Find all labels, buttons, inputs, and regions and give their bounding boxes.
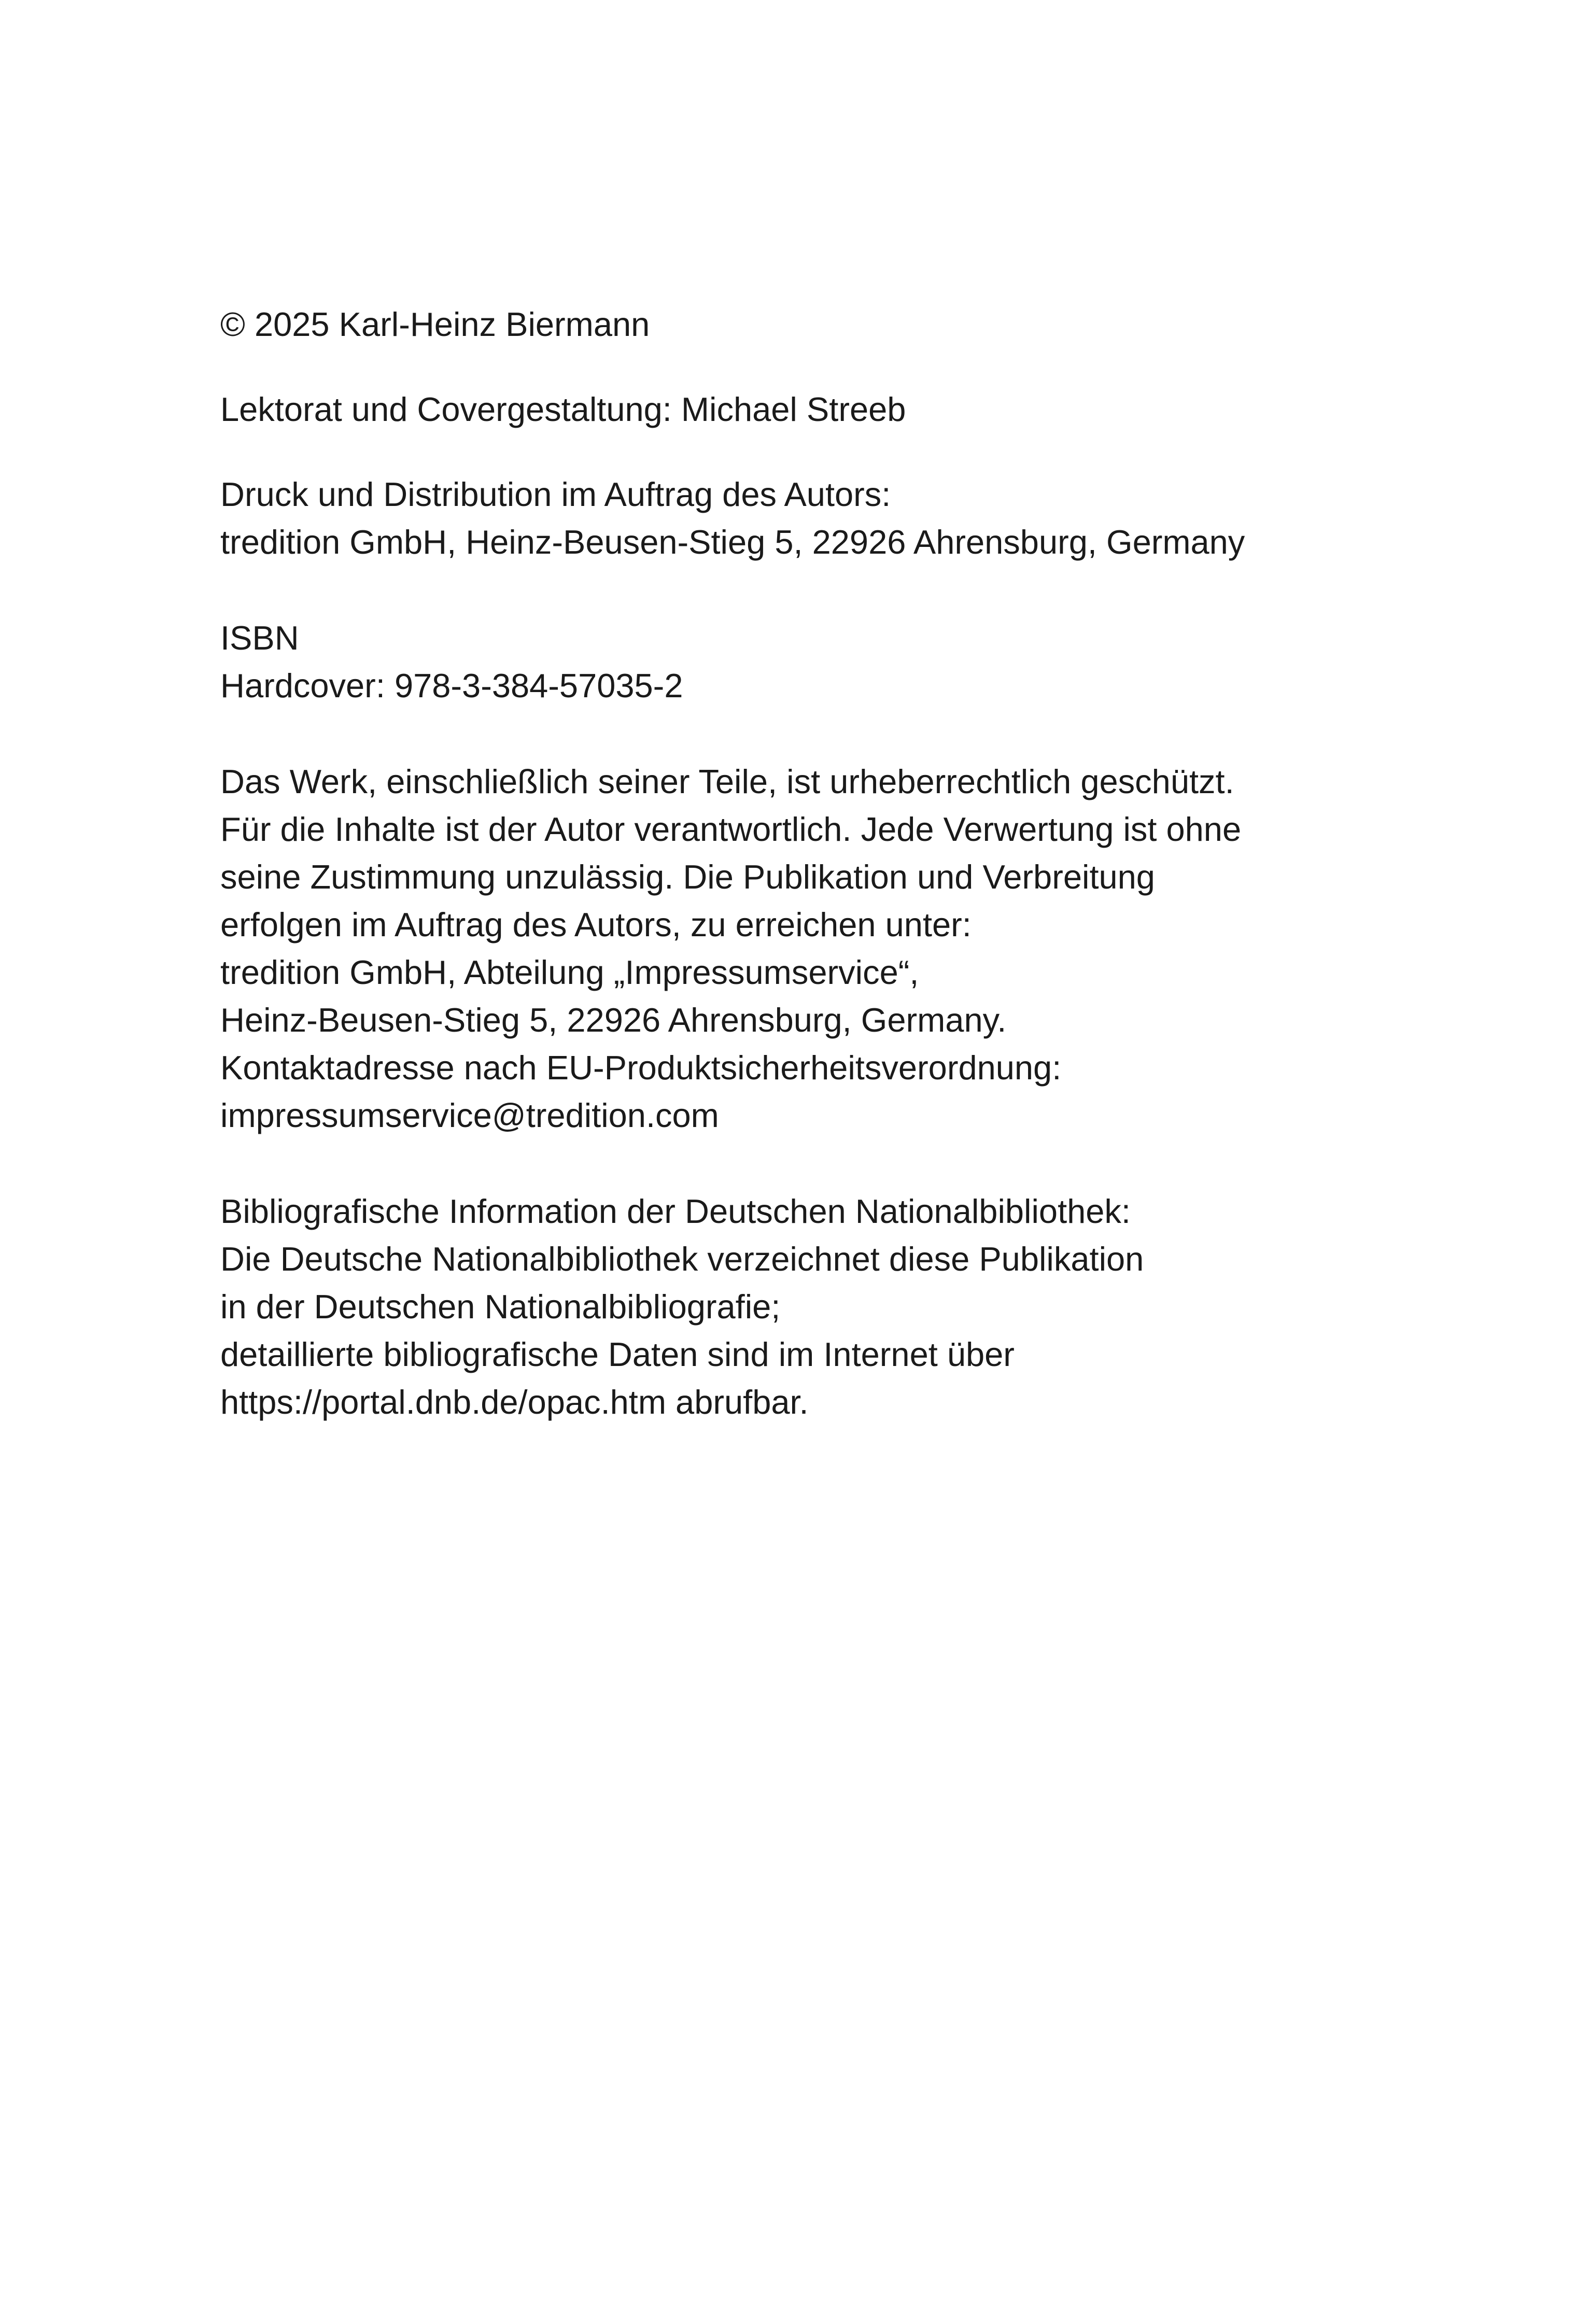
rights-line: tredition GmbH, Abteilung „Impressumservice“, bbox=[220, 953, 919, 991]
bibliography-line: in der Deutschen Nationalbibliografie; bbox=[220, 1288, 781, 1326]
bibliography-line: Die Deutsche Nationalbibliothek verzeichnet diese Publikation bbox=[220, 1240, 1144, 1278]
isbn-hardcover: Hardcover: 978-3-384-57035-2 bbox=[220, 667, 683, 705]
imprint-text bbox=[220, 301, 1413, 1426]
rights-line: seine Zustimmung unzulässig. Die Publikation und Verbreitung bbox=[220, 858, 1155, 896]
printing-line-1: Druck und Distribution im Auftrag des Autors: bbox=[220, 475, 891, 513]
isbn-label: ISBN bbox=[220, 619, 299, 657]
rights-line: Das Werk, einschließlich seiner Teile, ist urheberrechtlich geschützt. bbox=[220, 763, 1234, 800]
rights-line: Für die Inhalte ist der Autor verantwortlich. Jede Verwertung ist ohne bbox=[220, 810, 1242, 848]
dnb-url-line: https://portal.dnb.de/opac.htm abrufbar. bbox=[220, 1383, 809, 1421]
rights-line: Heinz-Beusen-Stieg 5, 22926 Ahrensburg, Germany. bbox=[220, 1001, 1007, 1039]
contact-email: impressumservice@tredition.com bbox=[220, 1096, 719, 1134]
isbn-block bbox=[220, 614, 1413, 710]
copyright-line: © 2025 Karl-Heinz Biermann bbox=[220, 305, 650, 343]
printing-block bbox=[220, 471, 1413, 566]
bibliography-block bbox=[220, 1188, 1413, 1426]
bibliography-line: detaillierte bibliografische Daten sind im Internet über bbox=[220, 1335, 1015, 1373]
rights-line: erfolgen im Auftrag des Autors, zu erreichen unter: bbox=[220, 906, 972, 943]
bibliography-line: Bibliografische Information der Deutschen Nationalbibliothek: bbox=[220, 1192, 1131, 1230]
rights-block bbox=[220, 758, 1413, 1139]
editing-credit: Lektorat und Covergestaltung: Michael Streeb bbox=[220, 390, 906, 428]
printing-line-2: tredition GmbH, Heinz-Beusen-Stieg 5, 22926 Ahrensburg, Germany bbox=[220, 523, 1245, 561]
rights-line: Kontaktadresse nach EU-Produktsicherheitsverordnung: bbox=[220, 1049, 1062, 1087]
